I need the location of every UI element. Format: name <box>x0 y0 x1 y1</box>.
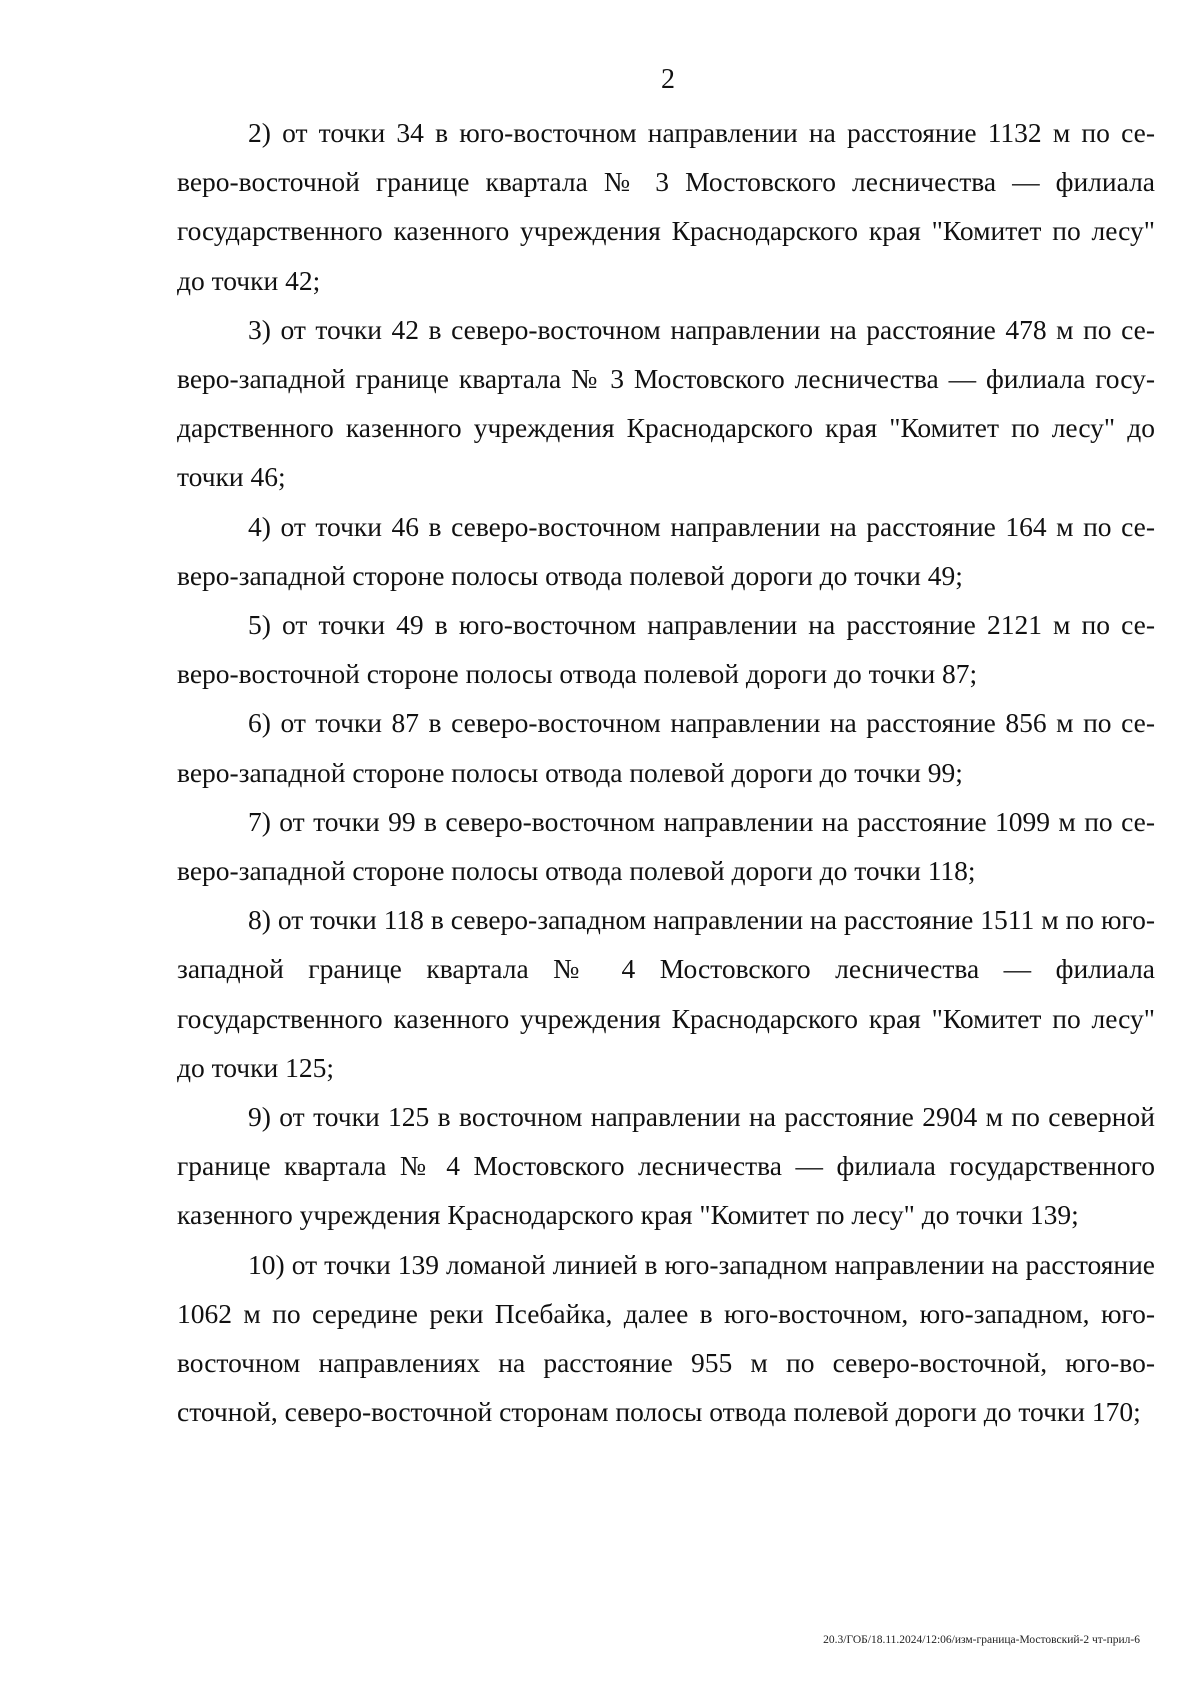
boundary-item-6: 6) от точки 87 в северо-восточном направлении на расстояние 856 м по северо-западной стороне полосы отвода полевой дороги до точки 99; <box>177 707 1155 788</box>
document-body <box>177 108 1155 1436</box>
boundary-item-5: 5) от точки 49 в юго-восточном направлении на расстояние 2121 м по северо-восточной стороне полосы отвода полевой дороги до точки 87; <box>177 609 1155 690</box>
page-number: 2 <box>661 64 675 95</box>
document-footer-reference: 20.3/ГОБ/18.11.2024/12:06/изм-граница-Мостовский-2 чт-прил-6 <box>823 1634 1140 1646</box>
boundary-item-3: 3) от точки 42 в северо-восточном направлении на расстояние 478 м по северо-западной границе квартала № 3 Мостовского лесничества — филиала государственного казенного учреждения Краснодарского края "Комитет по лесу" до точки 46; <box>177 313 1155 493</box>
boundary-item-4: 4) от точки 46 в северо-восточном направлении на расстояние 164 м по северо-западной стороне полосы отвода полевой дороги до точки 49; <box>177 510 1155 591</box>
boundary-item-10: 10) от точки 139 ломаной линией в юго-западном направлении на расстояние 1062 м по середине реки Псебайка, далее в юго-восточном, юго-западном, юго-восточном направлениях на расстояние 955 м по северо-восточной, юго-восточной, северо-восточной сторонам полосы отвода полевой дороги до точки 170; <box>177 1248 1155 1428</box>
boundary-item-2: 2) от точки 34 в юго-восточном направлении на расстояние 1132 м по северо-восточной границе квартала № 3 Мостовского лесничества — филиала государственного казенного учреждения Краснодарского края "Комитет по лесу" до точки 42; <box>177 117 1155 296</box>
boundary-item-8: 8) от точки 118 в северо-западном направлении на расстояние 1511 м по юго-западной границе квартала № 4 Мостовского лесничества — филиала государственного казенного учреждения Краснодарского края "Комитет по лесу" до точки 125; <box>177 904 1155 1083</box>
boundary-item-9: 9) от точки 125 в восточном направлении на расстояние 2904 м по северной границе квартала № 4 Мостовского лесничества — филиала государственного казенного учреждения Краснодарского края "Комитет по лесу" до точки 139; <box>177 1101 1155 1231</box>
boundary-item-7: 7) от точки 99 в северо-восточном направлении на расстояние 1099 м по северо-западной стороне полосы отвода полевой дороги до точки 118; <box>177 805 1155 887</box>
